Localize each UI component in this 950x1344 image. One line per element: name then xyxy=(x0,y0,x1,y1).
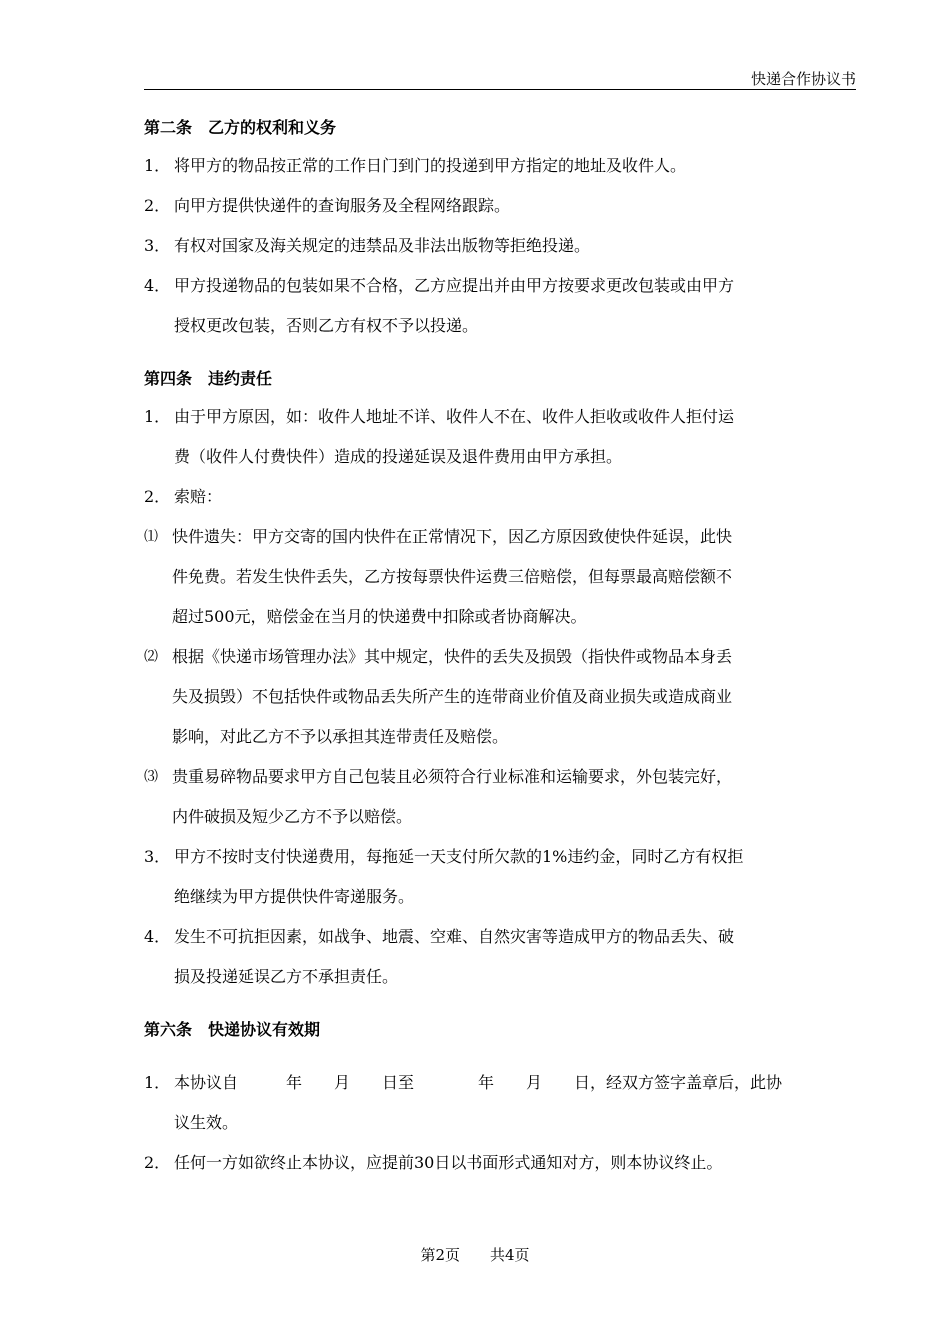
list-item xyxy=(144,1063,856,1143)
list-item xyxy=(144,186,856,226)
item-text: 索赔： xyxy=(174,487,223,506)
section-heading: 第四条 违约责任 xyxy=(144,369,273,388)
list-item xyxy=(144,266,856,346)
page-footer xyxy=(0,1244,950,1265)
item-label: ⑴ xyxy=(144,529,158,545)
item-text: 向甲方提供快递件的查询服务及全程网络跟踪。 xyxy=(174,196,511,215)
list-item xyxy=(144,146,856,186)
document-header-title: 快递合作协议书 xyxy=(750,70,856,88)
item-label: 3． xyxy=(144,236,171,255)
list-item xyxy=(144,517,856,637)
item-text: 任何一方如欲终止本协议，应提前30日以书面形式通知对方，则本协议终止。 xyxy=(174,1153,723,1172)
item-label: ⑵ xyxy=(144,649,158,665)
item-text: 有权对国家及海关规定的违禁品及非法出版物等拒绝投递。 xyxy=(174,236,591,255)
section-liability xyxy=(144,369,856,997)
item-text: 本协议自 年 月 日至 年 月 日，经双方签字盖章后，此协 议生效。 xyxy=(174,1073,783,1132)
list-item xyxy=(144,1143,856,1183)
item-label: 4． xyxy=(144,927,171,946)
item-text: 由于甲方原因，如：收件人地址不详、收件人不在、收件人拒收或收件人拒付运 费（收件人付费快件）造成的投递延误及退件费用由甲方承担。 xyxy=(174,407,735,466)
item-text: 快件遗失：甲方交寄的国内快件在正常情况下，因乙方原因致使快件延误，此快 件免费。若发生快件丢失，乙方按每票快件运费三倍赔偿，但每票最高赔偿额不 超过500元，赔偿金在当月的快递费中扣除或者协商解决。 xyxy=(172,527,733,626)
item-text: 将甲方的物品按正常的工作日门到门的投递到甲方指定的地址及收件人。 xyxy=(174,156,687,175)
item-label: 2． xyxy=(144,487,171,506)
section-rights-obligations xyxy=(144,118,856,346)
list-item xyxy=(144,226,856,266)
item-text: 甲方不按时支付快递费用，每拖延一天支付所欠款的1%违约金，同时乙方有权拒 绝继续为甲方提供快件寄递服务。 xyxy=(174,847,744,906)
list-item xyxy=(144,477,856,517)
list-item xyxy=(144,637,856,757)
section-heading: 第二条 乙方的权利和义务 xyxy=(144,118,337,137)
item-label: 1． xyxy=(144,156,171,175)
header-divider xyxy=(144,89,856,90)
section-validity-period xyxy=(144,1020,856,1183)
list-item xyxy=(144,397,856,477)
item-label: 2． xyxy=(144,196,171,215)
item-label: 3． xyxy=(144,847,171,866)
item-label: 2． xyxy=(144,1153,171,1172)
page-total: 共4页 xyxy=(490,1246,530,1264)
item-text: 根据《快递市场管理办法》其中规定，快件的丢失及损毁（指快件或物品本身丢 失及损毁）不包括快件或物品丢失所产生的连带商业价值及商业损失或造成商业 影响，对此乙方不予以承担其连带责任及赔偿。 xyxy=(172,647,733,746)
item-label: ⑶ xyxy=(144,769,158,785)
item-text: 贵重易碎物品要求甲方自己包装且必须符合行业标准和运输要求，外包装完好， 内件破损及短少乙方不予以赔偿。 xyxy=(172,767,733,826)
document-body xyxy=(144,112,856,1183)
page-number: 第2页 xyxy=(420,1246,460,1264)
item-label: 4． xyxy=(144,276,171,295)
section-heading: 第六条 快递协议有效期 xyxy=(144,1020,321,1039)
item-label: 1． xyxy=(144,407,171,426)
list-item xyxy=(144,757,856,837)
item-text: 甲方投递物品的包装如果不合格，乙方应提出并由甲方按要求更改包装或由甲方 授权更改包装，否则乙方有权不予以投递。 xyxy=(174,276,735,335)
list-item xyxy=(144,837,856,917)
item-text: 发生不可抗拒因素，如战争、地震、空难、自然灾害等造成甲方的物品丢失、破 损及投递延误乙方不承担责任。 xyxy=(174,927,735,986)
list-item xyxy=(144,917,856,997)
item-label: 1． xyxy=(144,1073,171,1092)
